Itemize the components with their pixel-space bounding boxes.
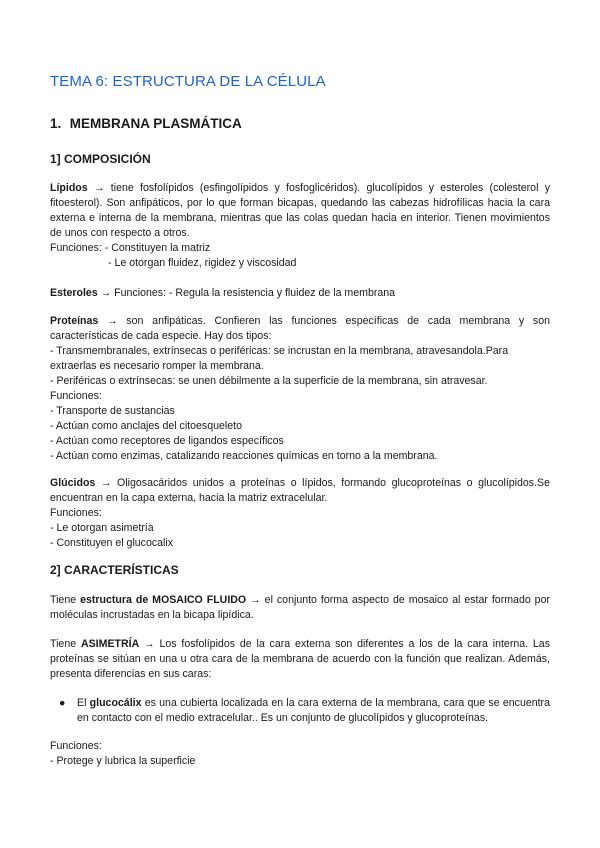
lipidos-funciones-1: Funciones: - Constituyen la matriz (50, 242, 211, 254)
term-lipidos: Lípidos (50, 182, 88, 194)
lipidos-funciones-2: - Le otorgan fluidez, rigidez y viscosidad (108, 257, 297, 269)
asimetria-prefix: Tiene (50, 638, 81, 650)
proteinas-description: → son anfipáticas. Confieren las funciones específicas de cada membrana y son características de cada especie. Hay dos tipos: (50, 315, 550, 342)
term-proteinas: Proteínas (50, 315, 99, 327)
paragraph-asimetria (50, 637, 550, 682)
proteinas-line: - Transmembranales, extrínsecas o periféricas: se incrustan en la membrana, atravesandola.Para (50, 345, 509, 357)
paragraph-lipidos (50, 181, 550, 271)
mosaico-description: → el conjunto forma aspecto de mosaico al estar formado por moléculas incrustadas en la bicapa lipídica. (50, 594, 550, 621)
glucocalix-description: es una cubierta localizada en la cara externa de la membrana, cara que se encuentra en contacto con el medio extracelular.. Es un conjunto de glucolípidos y glucoproteínas. (77, 697, 550, 724)
proteinas-line: - Actúan como anclajes del citoesqueleto (50, 420, 242, 432)
section-number: 1. (50, 116, 62, 131)
glucidos-line: - Constituyen el glucocalix (50, 537, 174, 549)
lipidos-text (50, 181, 550, 241)
paragraph-esteroles (50, 286, 550, 301)
glucidos-text (50, 476, 550, 506)
paragraph-mosaico (50, 593, 550, 623)
term-asimetria: ASIMETRÍA (80, 638, 140, 650)
paragraph-proteinas (50, 314, 550, 464)
term-glucidos: Glúcidos (50, 477, 96, 489)
lipidos-description: → tiene fosfolípidos (esfingolípidos y fosfoglicéridos). glucolípidos y esteroles (colesterol y fitoesterol). Son anfipáticos, por lo que forman bicapas, quedando las cabezas hidrofílicas hacia la cara externa e interna de la membrana, mientras que las colas quedan hacia en interior. Tienen movimientos de unos con respecto a otros. (50, 182, 550, 239)
proteinas-line: extraerlas es necesario romper la membrana. (50, 360, 264, 372)
paragraph-glucidos (50, 476, 550, 551)
subheading-caracteristicas: 2] CARACTERÍSTICAS (50, 563, 179, 577)
proteinas-line: - Periféricas o extrínsecas: se unen débilmente a la superficie de la membrana, sin atravesar. (50, 375, 488, 387)
glucocalix-prefix: El (77, 697, 90, 709)
proteinas-line: - Actúan como enzimas, catalizando reacciones químicas en torno a la membrana. (50, 450, 438, 462)
glucocalix-line: Funciones: (50, 740, 102, 752)
bullet-icon: ● (59, 697, 66, 709)
glucidos-line: Funciones: (50, 507, 102, 519)
mosaico-prefix: Tiene (50, 594, 81, 606)
glucidos-line: - Le otorgan asimetría (50, 522, 154, 534)
page-title: TEMA 6: ESTRUCTURA DE LA CÉLULA (50, 73, 326, 90)
section-heading-membrana (50, 116, 242, 131)
term-mosaico: estructura de MOSAICO FLUIDO (80, 594, 247, 606)
proteinas-line: - Actúan como receptores de ligandos específicos (50, 435, 284, 447)
term-esteroles: Esteroles (50, 287, 98, 299)
paragraph-funciones-glucocalix (50, 739, 550, 769)
glucocalix-text (77, 696, 550, 726)
proteinas-line: Funciones: (50, 390, 102, 402)
glucocalix-line: - Protege y lubrica la superficie (50, 755, 196, 767)
esteroles-description: → Funciones: - Regula la resistencia y fluidez de la membrana (97, 287, 396, 299)
proteinas-text (50, 314, 550, 344)
glucidos-description: → Oligosacáridos unidos a proteínas o lípidos, formando glucoproteínas o glucolípidos.Se encuentran en la capa externa, hacia la matriz extracelular. (50, 477, 550, 504)
list-item (50, 696, 550, 726)
section-label: MEMBRANA PLASMÁTICA (69, 116, 242, 131)
asimetria-description: → Los fosfolípidos de la cara externa son diferentes a los de la cara interna. Las proteínas se sitúan en una u otra cara de la membrana de acuerdo con la función que realizan. Además, presenta diferencias en sus caras: (50, 638, 550, 680)
proteinas-line: - Transporte de sustancias (50, 405, 175, 417)
subheading-composicion: 1] COMPOSICIÓN (50, 152, 151, 166)
term-glucocalix: glucocálix (89, 697, 142, 709)
